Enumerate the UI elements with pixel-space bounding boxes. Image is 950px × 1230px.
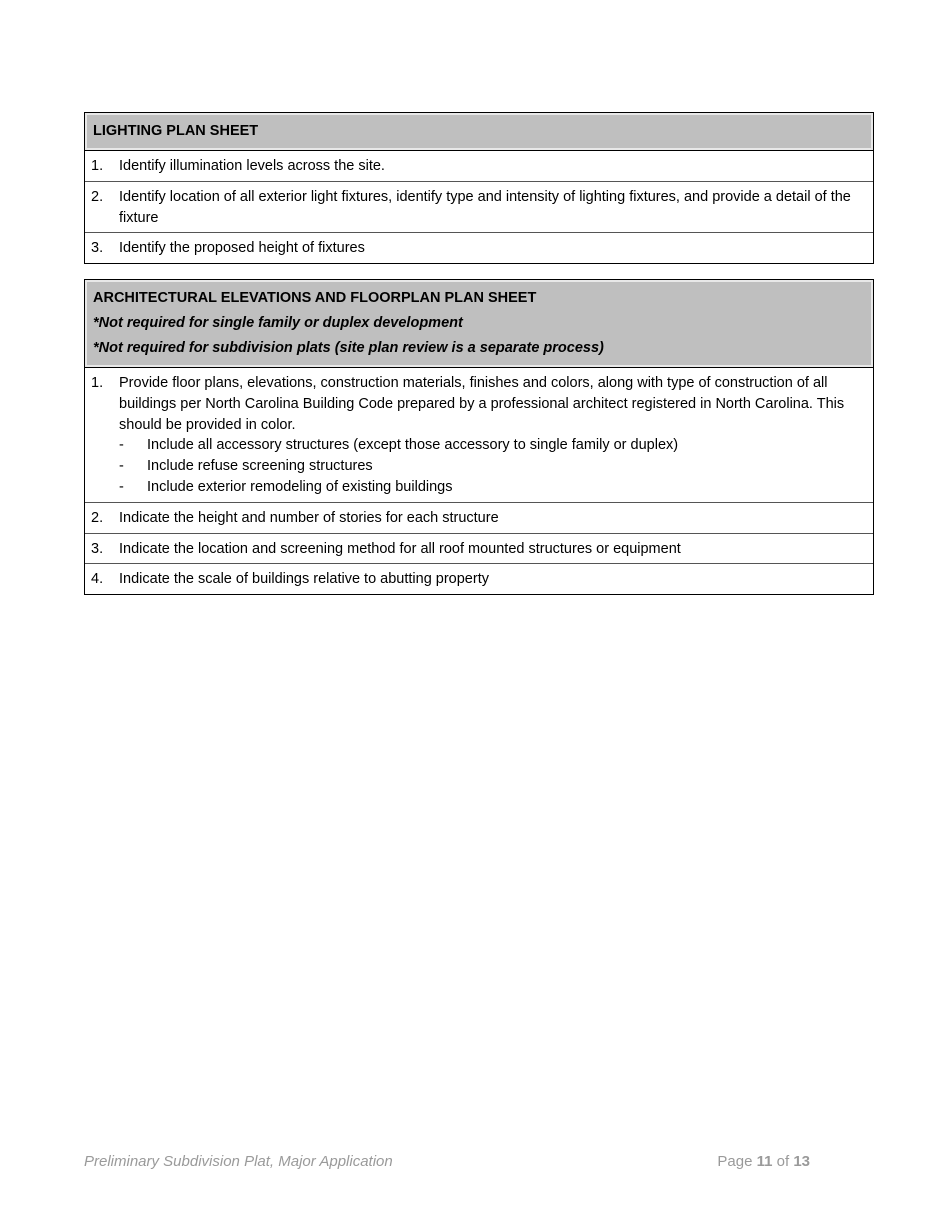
item-text: Identify location of all exterior light fixtures, identify type and intensity of lighting fixtures, and provide a detail of the fixture — [119, 188, 851, 226]
page-current: 11 — [756, 1153, 773, 1170]
item-text: Identify the proposed height of fixtures — [119, 240, 365, 257]
table-row — [85, 534, 873, 565]
page-total: 13 — [793, 1153, 810, 1170]
bullet-item — [119, 477, 865, 498]
page-label: Page — [717, 1153, 753, 1170]
dash-marker: - — [119, 478, 124, 495]
item-number: 4. — [91, 571, 104, 588]
item-body — [119, 373, 865, 498]
bullet-text: Include refuse screening structures — [147, 458, 373, 475]
table-row — [85, 182, 873, 234]
architectural-note-single-family: *Not required for single family or duplex development — [93, 315, 463, 331]
footer-page-number — [717, 1153, 810, 1170]
dash-marker: - — [119, 458, 124, 475]
table-row — [85, 151, 873, 182]
table-row — [85, 503, 873, 534]
item-number: 1. — [91, 375, 104, 391]
of-label: of — [776, 1153, 790, 1170]
item-text: Indicate the scale of buildings relative to abutting property — [119, 571, 489, 588]
bullet-list — [119, 435, 865, 497]
architectural-note-subdivision: *Not required for subdivision plats (site plan review is a separate process) — [93, 340, 604, 356]
item-number: 1. — [91, 158, 104, 174]
item-number: 2. — [91, 509, 104, 526]
item-number: 3. — [91, 540, 104, 557]
bullet-item — [119, 456, 865, 477]
footer-document-title: Preliminary Subdivision Plat, Major Application — [84, 1153, 393, 1170]
lighting-plan-header — [85, 113, 873, 151]
item-number: 3. — [91, 240, 104, 257]
lighting-plan-table — [84, 112, 874, 264]
architectural-plan-header — [85, 280, 873, 368]
table-row — [85, 368, 873, 503]
table-row — [85, 564, 873, 594]
lighting-plan-title: LIGHTING PLAN SHEET — [93, 123, 259, 139]
dash-marker: - — [119, 437, 124, 454]
bullet-text: Include exterior remodeling of existing buildings — [147, 478, 453, 495]
item-text: Indicate the height and number of stories for each structure — [119, 509, 499, 526]
item-text: Provide floor plans, elevations, construction materials, finishes and colors, along with type of construction of all buildings per North Carolina Building Code prepared by a professional architect registered in North Carolina. This should be provided in color. — [119, 375, 845, 433]
item-text: Indicate the location and screening method for all roof mounted structures or equipment — [119, 540, 681, 557]
bullet-text: Include all accessory structures (except those accessory to single family or duplex) — [147, 437, 679, 454]
architectural-plan-title: ARCHITECTURAL ELEVATIONS AND FLOORPLAN PLAN SHEET — [93, 290, 537, 306]
item-text: Identify illumination levels across the site. — [119, 158, 385, 174]
item-number: 2. — [91, 188, 104, 205]
bullet-item — [119, 435, 865, 456]
architectural-plan-table — [84, 279, 874, 595]
table-row — [85, 233, 873, 263]
